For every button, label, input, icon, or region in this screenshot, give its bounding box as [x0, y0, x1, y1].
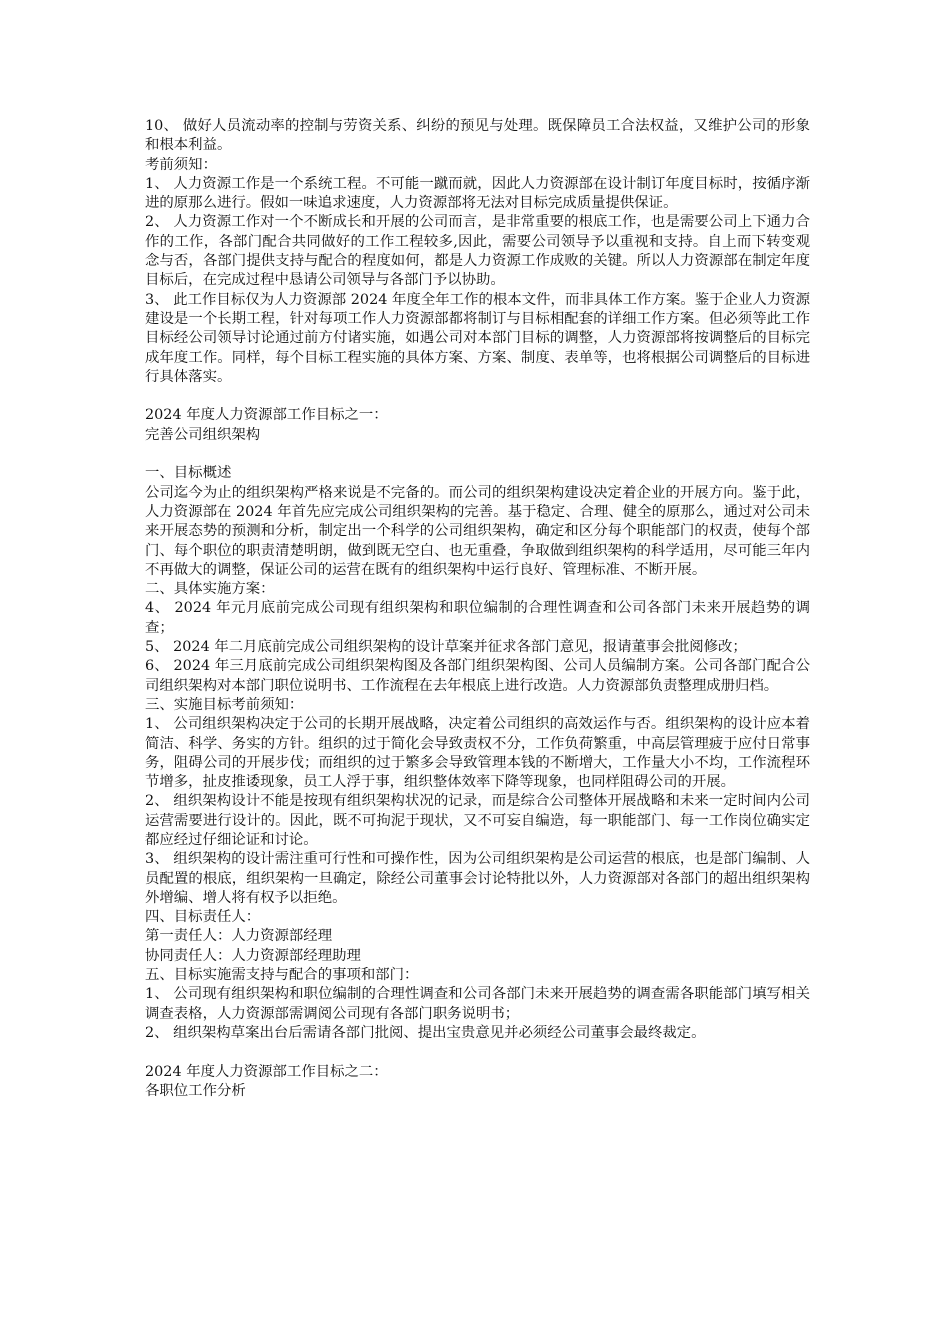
paragraph: 1、 人力资源工作是一个系统工程。不可能一蹴而就，因此人力资源部在设计制订年度目标时，按循序渐进的原那么进行。假如一味追求速度，人力资源部将无法对目标完成质量提供保证。: [145, 175, 810, 212]
blank-line: [145, 387, 810, 406]
paragraph: 一、目标概述: [145, 465, 232, 482]
paragraph: 各职位工作分析: [145, 1082, 246, 1099]
document-page: [145, 117, 810, 1101]
paragraph: 3、 此工作目标仅为人力资源部 2024 年度全年工作的根本文件，而非具体工作方案。鉴于企业人力资源建设是一个长期工程，针对每项工作人力资源部都将制订与目标相配套的详细工作方案。但必须等此工作目标经公司领导讨论通过前方付诸实施，如遇公司对本部门目标的调整，人力资源部将按调整后的目标完成年度工作。同样，每个目标工程实施的具体方案、方案、制度、表单等，也将根据公司调整后的目标进行具体落实。: [145, 291, 810, 385]
paragraph: 考前须知：: [145, 156, 217, 173]
paragraph: 四、目标责任人：: [145, 909, 261, 926]
paragraph: 三、实施目标考前须知：: [145, 696, 304, 713]
paragraph: 1、 公司组织架构决定于公司的长期开展战略，决定着公司组织的高效运作与否。组织架构的设计应本着简洁、科学、务实的方针。组织的过于简化会导致责权不分，工作负荷繁重，中高层管理疲于应付日常事务，阻碍公司的开展步伐；而组织的过于繁多会导致管理本钱的不断增大，工作量大小不均，工作流程环节增多，扯皮推诿现象，员工人浮于事，组织整体效率下降等现象，也同样阻碍公司的开展。: [145, 716, 810, 791]
blank-line: [145, 1043, 810, 1062]
paragraph: 1、 公司现有组织架构和职位编制的合理性调查和公司各部门未来开展趋势的调查需各职能部门填写相关调查表格，人力资源部需调阅公司现有各部门职务说明书；: [145, 986, 810, 1022]
blank-line: [145, 445, 810, 464]
paragraph: 完善公司组织架构: [145, 426, 261, 443]
paragraph: 2、 组织架构草案出台后需请各部门批阅、提出宝贵意见并必须经公司董事会最终裁定。: [145, 1024, 706, 1041]
paragraph: 3、 组织架构的设计需注重可行性和可操作性，因为公司组织架构是公司运营的根底，也是部门编制、人员配置的根底，组织架构一旦确定，除经公司董事会讨论特批以外，人力资源部对各部门的超出组织架构外增编、增人将有权予以拒绝。: [145, 851, 810, 906]
paragraph: 公司迄今为止的组织架构严格来说是不完备的。而公司的组织架构建设决定着企业的开展方向。鉴于此，人力资源部在 2024 年首先应完成公司组织架构的完善。基于稳定、合理、健全的原那么，通过对公司未来开展态势的预测和分析，制定出一个科学的公司组织架构，确定和区分每个职能部门的权责，使每个部门、每个职位的职责清楚明朗，做到既无空白、也无重叠，争取做到组织架构的科学适用，尽可能三年内不再做大的调整，保证公司的运营在既有的组织架构中运行良好、管理标准、不断开展。: [145, 484, 810, 578]
paragraph: 2024 年度人力资源部工作目标之一：: [145, 407, 388, 424]
paragraph: 2024 年度人力资源部工作目标之二：: [145, 1063, 388, 1080]
paragraph: 2、 人力资源工作对一个不断成长和开展的公司而言，是非常重要的根底工作，也是需要公司上下通力合作的工作，各部门配合共同做好的工作工程较多,因此，需要公司领导予以重视和支持。自上而下转变观念与否，各部门提供支持与配合的程度如何，都是人力资源工作成败的关键。所以人力资源部在制定年度目标后，在完成过程中恳请公司领导与各部门予以协助。: [145, 214, 810, 289]
paragraph: 2、 组织架构设计不能是按现有组织架构状况的记录，而是综合公司整体开展战略和未来一定时间内公司运营需要进行设计的。因此，既不可拘泥于现状，又不可妄自编造，每一职能部门、每一工作岗位确实定都应经过仔细论证和讨论。: [145, 793, 810, 848]
paragraph: 10、 做好人员流动率的控制与劳资关系、纠纷的预见与处理。既保障员工合法权益，又维护公司的形象和根本利益。: [145, 118, 810, 154]
paragraph: 5、 2024 年二月底前完成公司组织架构的设计草案并征求各部门意见，报请董事会批阅修改；: [145, 639, 747, 656]
paragraph: 4、 2024 年元月底前完成公司现有组织架构和职位编制的合理性调查和公司各部门未来开展趋势的调查；: [145, 600, 810, 636]
paragraph: 第一责任人：人力资源部经理: [145, 928, 333, 945]
paragraph: 6、 2024 年三月底前完成公司组织架构图及各部门组织架构图、公司人员编制方案。公司各部门配合公司组织架构对本部门职位说明书、工作流程在去年根底上进行改造。人力资源部负责整理成册归档。: [145, 658, 810, 694]
paragraph: 协同责任人：人力资源部经理助理: [145, 947, 361, 964]
paragraph: 五、目标实施需支持与配合的事项和部门：: [145, 967, 419, 984]
paragraph: 二、具体实施方案：: [145, 581, 275, 598]
